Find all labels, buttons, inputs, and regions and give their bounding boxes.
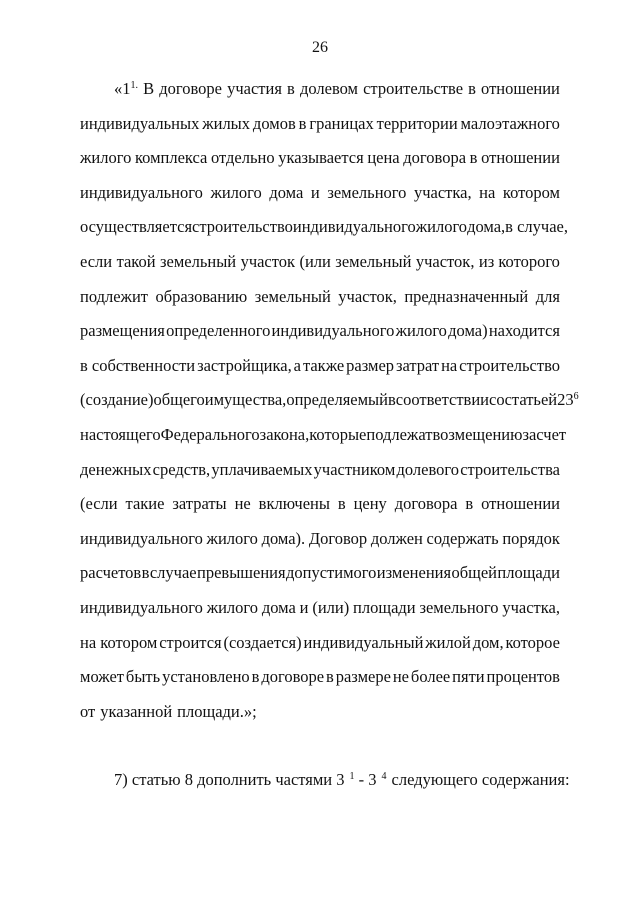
word: затраты [172, 494, 227, 514]
word: включены [258, 494, 330, 514]
word: цена [367, 148, 400, 168]
word: площади [353, 597, 416, 617]
word: «$1^{1.}$ [114, 79, 138, 98]
word: за [522, 424, 537, 444]
text-line [80, 626, 560, 661]
word: жилого [206, 597, 259, 617]
word: жилого [206, 528, 258, 548]
word: порядок [502, 528, 560, 548]
word: в [465, 494, 474, 514]
word: долевом [299, 79, 358, 98]
word: допустимого [285, 563, 377, 583]
item-7-prefix: 7) статью 8 дополнить частями 3 $^1$ - 3 $^4$ [114, 770, 387, 790]
word: территории [376, 113, 458, 133]
text-line [80, 245, 560, 280]
word: участка, [413, 182, 472, 202]
word: в собственности [80, 355, 196, 375]
paragraph-part-1-1 [80, 72, 579, 729]
word: затрат [395, 355, 440, 375]
word: жилого [415, 217, 468, 237]
word: земельного [327, 182, 407, 202]
word: превышения [197, 563, 286, 583]
word: изменения [376, 563, 452, 583]
word: может [80, 667, 124, 687]
word: в [141, 563, 150, 583]
word: участия [227, 79, 282, 98]
word: в [337, 494, 346, 514]
word: закона, [259, 424, 310, 444]
word: указанной [100, 701, 173, 721]
word: строительства [460, 459, 560, 479]
word: если [80, 251, 113, 271]
text-line [80, 522, 560, 557]
word: в случае, [505, 217, 568, 237]
text-line [80, 660, 560, 695]
text-line [80, 210, 568, 245]
word: которые [309, 424, 367, 444]
word: на котором [80, 632, 158, 652]
word: в [468, 79, 476, 98]
word: строительстве [363, 79, 464, 98]
word: договоре [261, 667, 325, 687]
word: Договор [308, 528, 368, 548]
word: общей [451, 563, 497, 583]
word: из которого [478, 251, 560, 271]
text-line [80, 280, 560, 315]
word: уплачиваемых [211, 459, 313, 479]
text-line [80, 418, 567, 453]
word: указывается [278, 148, 364, 168]
word: жилой [425, 632, 471, 652]
paragraph-item-7 [80, 763, 570, 798]
word: настоящего [80, 424, 161, 444]
word: от [80, 701, 96, 721]
word: цену [353, 494, 387, 514]
word: размещения [80, 321, 165, 341]
document-body [80, 72, 579, 798]
word: малоэтажного [460, 113, 560, 133]
word: определяемый [286, 390, 388, 410]
word: в [326, 667, 334, 687]
word: должен [370, 528, 423, 548]
text-line [80, 487, 560, 522]
word: участок [240, 251, 296, 271]
word: строится [159, 632, 222, 652]
word: границах [309, 113, 374, 133]
word: площади.»; [177, 701, 257, 721]
word: индивидуального [80, 597, 203, 617]
word: которое [505, 632, 560, 652]
superscript-article-number: 6 [573, 391, 579, 403]
word: дом, [472, 632, 504, 652]
word: в [287, 79, 295, 98]
text-line [80, 591, 560, 626]
word: жилого [210, 182, 262, 202]
word: долевого [396, 459, 459, 479]
text-line [80, 453, 560, 488]
word: в [387, 390, 396, 410]
word: строительство [192, 217, 293, 237]
word: жилых [202, 113, 251, 133]
text-line [80, 72, 560, 107]
word: на [479, 182, 496, 202]
word: такие [125, 494, 165, 514]
word: определенного [166, 321, 271, 341]
word: котором [502, 182, 560, 202]
word: отношении [481, 148, 560, 168]
word: имущества, [204, 390, 287, 410]
word: для [535, 286, 560, 306]
text-line [80, 383, 579, 418]
word: расчетов [80, 563, 142, 583]
word: застройщика, [197, 355, 292, 375]
item-7-sup-to: 4 [381, 771, 387, 783]
word: и [310, 182, 320, 202]
word: размере [335, 667, 391, 687]
text-line [80, 314, 560, 349]
word: быть [125, 667, 161, 687]
text-line [80, 176, 560, 211]
item-7-suffix: следующего содержания: [391, 770, 570, 790]
word: установлено [162, 667, 250, 687]
word: в [251, 667, 260, 687]
word: подлежит [80, 286, 148, 306]
word: площади [497, 563, 560, 583]
word: предназначенный [404, 286, 529, 306]
word: земельный [160, 251, 237, 271]
word: В [143, 79, 155, 98]
item-7-sup-from: 1 [349, 771, 355, 783]
word: Федерального [160, 424, 260, 444]
text-line [80, 695, 560, 730]
word: подлежат [366, 424, 433, 444]
word: осуществляется [80, 217, 193, 237]
text-line [80, 556, 560, 591]
word: земельный [254, 286, 331, 306]
text-line [80, 141, 560, 176]
word: отдельно [210, 148, 275, 168]
word: жилого [395, 321, 447, 341]
word: случае [149, 563, 197, 583]
word: земельного [419, 597, 499, 617]
word: соответствии [395, 390, 490, 410]
word: участка, [502, 597, 560, 617]
word: образованию [155, 286, 248, 306]
word: индивидуального [80, 182, 203, 202]
word: (или [299, 251, 331, 271]
word: не [234, 494, 251, 514]
word: в [469, 148, 478, 168]
text-line [80, 107, 560, 142]
word: возмещению [432, 424, 523, 444]
word: дома [261, 597, 296, 617]
word: участок, [338, 286, 397, 306]
word: денежных [80, 459, 152, 479]
word: отношении [481, 79, 560, 98]
word: договора [403, 148, 467, 168]
word: (создание) [80, 390, 154, 410]
word: и [299, 597, 309, 617]
text-line [80, 349, 560, 384]
word: дома). [261, 528, 306, 548]
word: (или) [312, 597, 350, 617]
word: (создается) [223, 632, 302, 652]
word: в [298, 113, 307, 133]
word: индивидуальных [80, 113, 200, 133]
word: индивидуального [271, 321, 395, 341]
word: договора [394, 494, 458, 514]
word: жилого [80, 148, 132, 168]
word: комплекса [134, 148, 208, 168]
word: процентов [486, 667, 560, 687]
word: (если [80, 494, 118, 514]
word: индивидуального [292, 217, 416, 237]
word: домов [252, 113, 296, 133]
word: отношении [481, 494, 560, 514]
word: индивидуальный [303, 632, 424, 652]
word: такой [116, 251, 156, 271]
word: более [410, 667, 451, 687]
word: договоре [159, 79, 222, 98]
word: также [302, 355, 345, 375]
word: размер [346, 355, 395, 375]
word: не [392, 667, 409, 687]
word: счет [536, 424, 567, 444]
word: пяти [452, 667, 485, 687]
word: на [441, 355, 458, 375]
word: а [293, 355, 301, 375]
word: $23^6$ [557, 390, 579, 410]
superscript-part-number: 1. [130, 80, 138, 91]
word: статьей [504, 390, 558, 410]
word: земельный [335, 251, 412, 271]
word: содержать [426, 528, 499, 548]
page-number: 26 [312, 39, 328, 56]
word: индивидуального [80, 528, 203, 548]
word: участок, [415, 251, 475, 271]
word: общего [153, 390, 205, 410]
word: со [489, 390, 505, 410]
word: средств, [152, 459, 211, 479]
word: дома, [467, 217, 506, 237]
word: строительство [459, 355, 560, 375]
word: дома) [448, 321, 488, 341]
word: участником [313, 459, 396, 479]
paragraph-gap [80, 729, 560, 763]
word: дома [269, 182, 304, 202]
word: находится [488, 321, 560, 341]
